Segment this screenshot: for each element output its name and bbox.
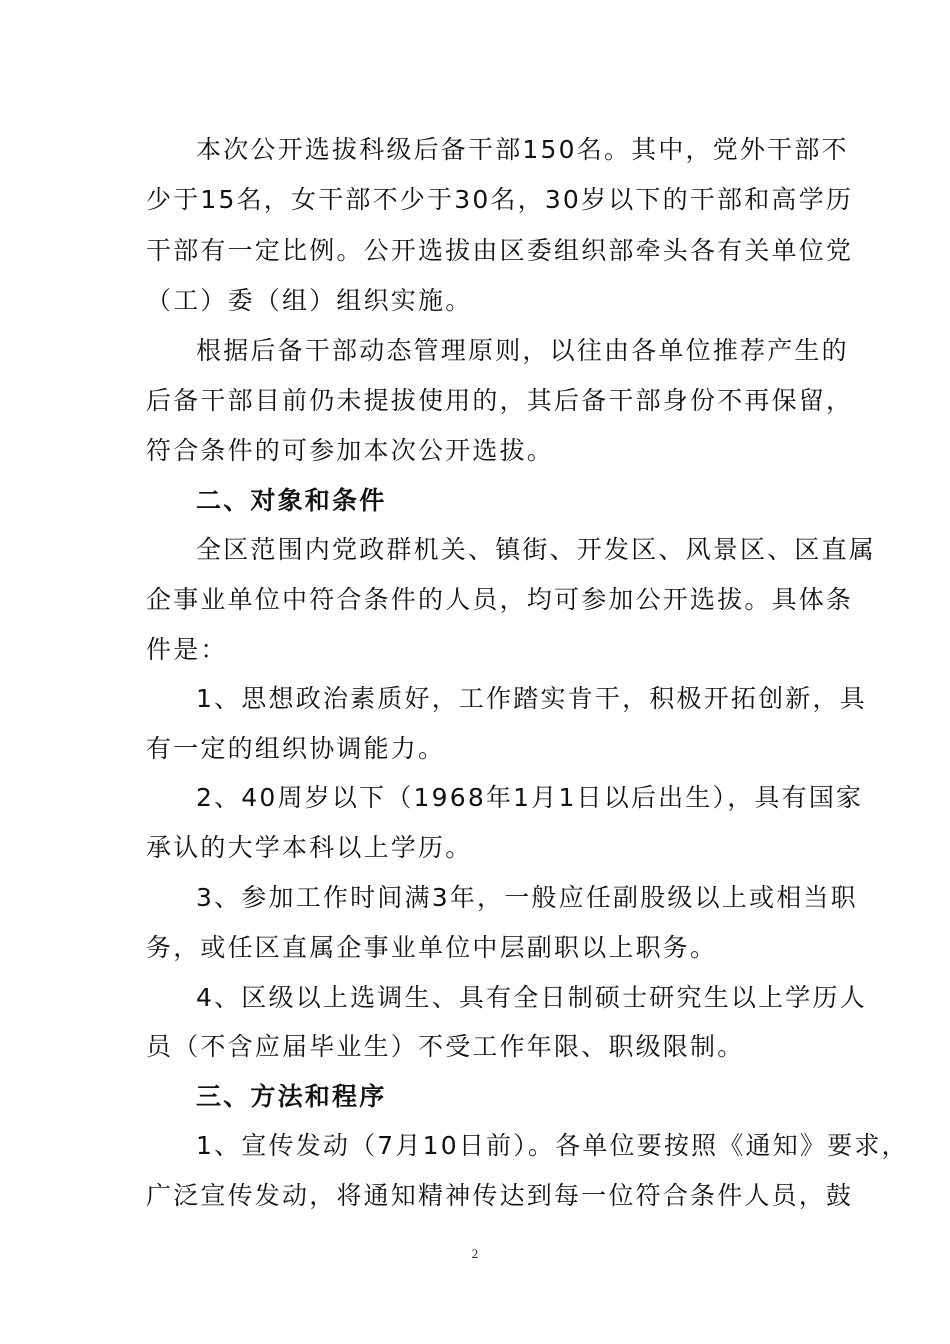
- paragraph-line: 务，或任区直属企事业单位中层副职以上职务。: [146, 933, 718, 962]
- paragraph-line: 承认的大学本科以上学历。: [146, 833, 473, 862]
- section-heading: 三、方法和程序: [196, 1082, 387, 1111]
- paragraph-line: （工）委（组）组织实施。: [146, 286, 473, 315]
- paragraph-line: 4、区级以上选调生、具有全日制硕士研究生以上学历人: [196, 983, 867, 1012]
- paragraph-line: 符合条件的可参加本次公开选拔。: [146, 436, 555, 465]
- paragraph-line: 企事业单位中符合条件的人员，均可参加公开选拔。具体条: [146, 585, 854, 614]
- paragraph-line: 本次公开选拔科级后备干部150名。其中，党外干部不: [196, 135, 849, 164]
- paragraph-line: 少于15名，女干部不少于30名，30岁以下的干部和高学历: [146, 185, 854, 214]
- paragraph-line: 后备干部目前仍未提拔使用的，其后备干部身份不再保留，: [146, 386, 854, 415]
- paragraph-line: 根据后备干部动态管理原则，以往由各单位推荐产生的: [196, 336, 849, 365]
- paragraph-line: 件是：: [146, 635, 228, 664]
- paragraph-line: 干部有一定比例。公开选拔由区委组织部牵头各有关单位党: [146, 236, 854, 265]
- section-heading: 二、对象和条件: [196, 486, 387, 515]
- paragraph-line: 全区范围内党政群机关、镇街、开发区、风景区、区直属: [196, 535, 877, 564]
- paragraph-line: 广泛宣传发动，将通知精神传达到每一位符合条件人员，鼓: [146, 1181, 854, 1210]
- paragraph-line: 1、思想政治素质好，工作踏实肯干，积极开拓创新，具: [196, 684, 867, 713]
- paragraph-line: 员（不含应届毕业生）不受工作年限、职级限制。: [146, 1032, 745, 1061]
- paragraph-line: 1、宣传发动（7月10日前）。各单位要按照《通知》要求，: [196, 1131, 909, 1160]
- paragraph-line: 2、40周岁以下（1968年1月1日以后出生），具有国家: [196, 783, 864, 812]
- paragraph-line: 3、参加工作时间满3年，一般应任副股级以上或相当职: [196, 883, 858, 912]
- page-number: 2: [471, 1246, 479, 1261]
- paragraph-line: 有一定的组织协调能力。: [146, 734, 446, 763]
